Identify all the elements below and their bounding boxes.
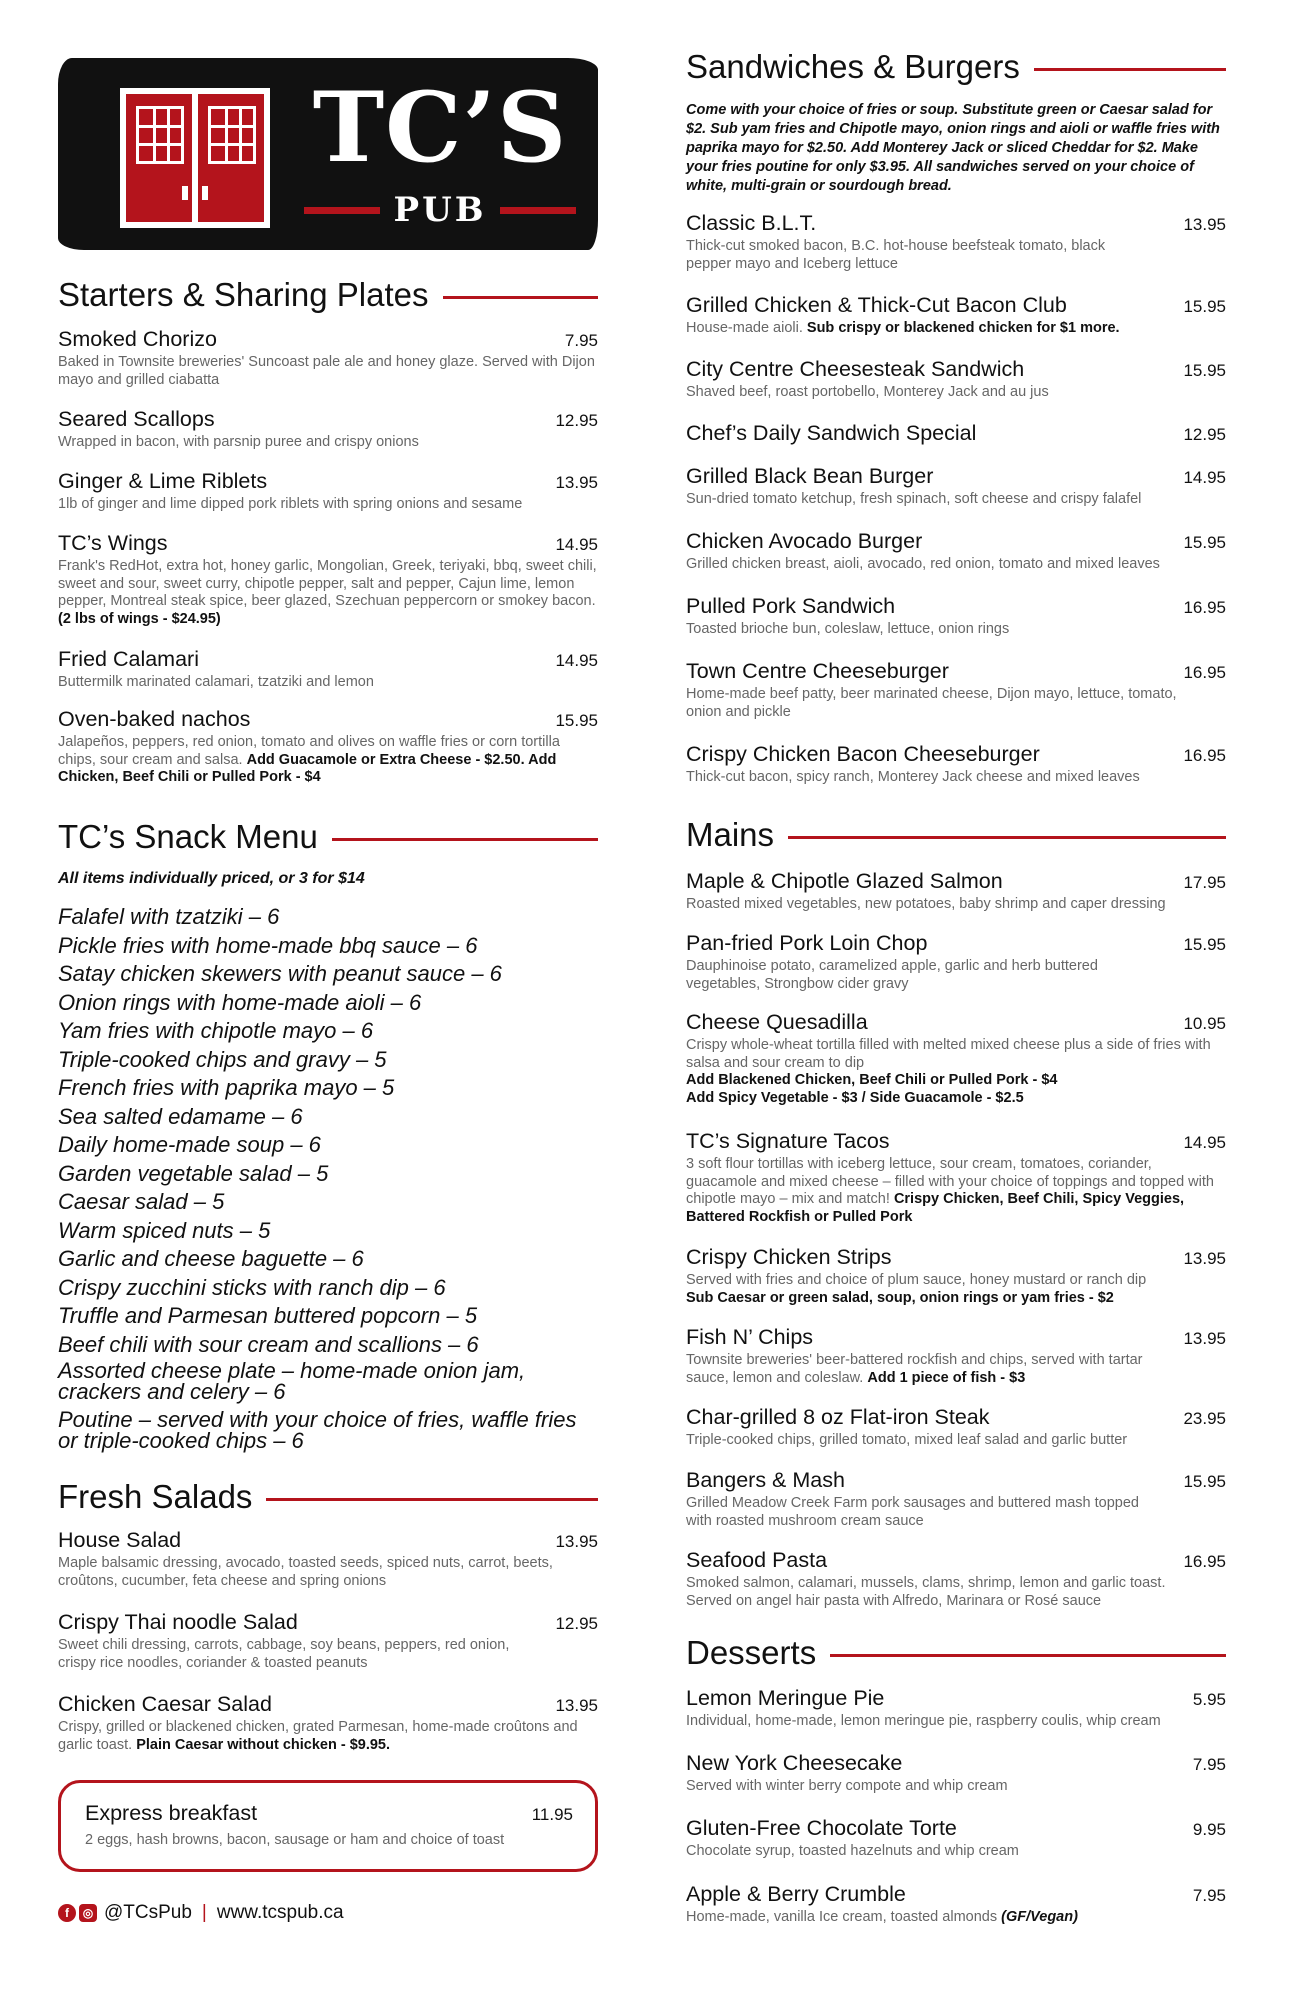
item-desc-text: Frank's RedHot, extra hot, honey garlic, Mongolian, Greek, teriyaki, bbq, sweet chili, sweet and sour, sweet curry, chipotle pepper, salt and pepper, Cajun lime, lemon pepper, Montreal steak spice, beer glazed, Szechuan peppercorn or smokey bacon. bbox=[58, 558, 597, 609]
section-title: Fresh Salads bbox=[58, 1478, 253, 1515]
sandwiches-intro: Come with your choice of fries or soup. Substitute green or Caesar salad for $2. Sub yam fries and Chipotle mayo, onion rings and aioli or waffle fries with paprika mayo for $2.50. Add Monterey Jack or sliced Cheddar for $2. Make your fries poutine for only $3.95. All sandwiches served on your choice of white, multi-grain or sourdough bread. bbox=[686, 102, 1220, 194]
menu-item bbox=[686, 464, 1226, 509]
item-desc: 2 eggs, hash browns, bacon, sausage or ham and choice of toast bbox=[85, 1832, 505, 1848]
item-name: Grilled Chicken & Thick-Cut Bacon Club bbox=[686, 293, 1067, 317]
item-desc bbox=[686, 320, 1226, 338]
item-price: 7.95 bbox=[1192, 1886, 1226, 1905]
item-desc-bold: Plain Caesar without chicken - $9.95. bbox=[136, 1736, 391, 1753]
item-price: 14.95 bbox=[555, 535, 598, 554]
item-desc: Shaved beef, roast portobello, Monterey Jack and au jus bbox=[686, 384, 1049, 400]
item-name: TC’s Wings bbox=[58, 531, 168, 555]
item-desc-text: Townsite breweries' beer-battered rockfish and chips, served with tartar sauce, lemon and coleslaw. bbox=[686, 1352, 1143, 1386]
footer-separator: | bbox=[201, 1902, 207, 1923]
item-price: 13.95 bbox=[1183, 1249, 1226, 1268]
item-desc: Grilled Meadow Creek Farm pork sausages and buttered mash topped with roasted mushroom cream sauce bbox=[686, 1495, 1139, 1529]
tcs-pub-logo bbox=[58, 58, 598, 250]
item-price: 14.95 bbox=[1183, 468, 1226, 487]
item-name: Lemon Meringue Pie bbox=[686, 1686, 885, 1710]
item-price: 13.95 bbox=[555, 1696, 598, 1715]
item-price: 13.95 bbox=[1183, 1329, 1226, 1348]
item-price: 14.95 bbox=[555, 651, 598, 670]
snack-item: Crispy zucchini sticks with ranch dip – 6 bbox=[58, 1274, 446, 1300]
item-price: 7.95 bbox=[1192, 1755, 1226, 1774]
item-price: 15.95 bbox=[1183, 297, 1226, 316]
menu-item bbox=[58, 407, 598, 452]
section-sandwiches bbox=[686, 48, 1226, 86]
item-desc-bold: Sub Caesar or green salad, soup, onion rings or yam fries - $2 bbox=[686, 1289, 1114, 1306]
item-desc-bold: Add Guacamole or Extra Cheese - $2.50. Add Chicken, Beef Chili or Pulled Pork - $4 bbox=[58, 751, 557, 785]
item-desc: Home-made beef patty, beer marinated cheese, Dijon mayo, lettuce, tomato, onion and pickle bbox=[686, 686, 1177, 720]
snack-item: French fries with paprika mayo – 5 bbox=[58, 1075, 395, 1100]
item-desc-bold: Crispy Chicken, Beef Chili, Spicy Veggies, Battered Rockfish or Pulled Pork bbox=[686, 1191, 1185, 1225]
section-title: Starters & Sharing Plates bbox=[58, 276, 429, 313]
item-name: Classic B.L.T. bbox=[686, 211, 817, 235]
snack-item: Assorted cheese plate – home-made onion jam, crackers and celery – 6 bbox=[58, 1358, 526, 1404]
menu-item bbox=[58, 647, 598, 692]
item-name: Chicken Avocado Burger bbox=[686, 529, 923, 553]
menu-item bbox=[686, 529, 1226, 574]
item-desc-bold: (2 lbs of wings - $24.95) bbox=[58, 610, 221, 627]
snack-item: Beef chili with sour cream and scallions – 6 bbox=[58, 1331, 479, 1357]
snack-item: Daily home-made soup – 6 bbox=[58, 1132, 321, 1157]
item-name: Town Centre Cheeseburger bbox=[686, 659, 949, 683]
instagram-icon[interactable]: ◎ bbox=[79, 1904, 97, 1922]
item-desc-bold: Sub crispy or blackened chicken for $1 more. bbox=[806, 320, 1120, 336]
menu-item bbox=[686, 357, 1226, 402]
menu-item bbox=[686, 1751, 1226, 1796]
item-desc bbox=[686, 1272, 1226, 1307]
menu-item bbox=[686, 1882, 1226, 1927]
item-name: Oven-baked nachos bbox=[58, 707, 251, 731]
menu-item bbox=[686, 742, 1226, 787]
item-name: Apple & Berry Crumble bbox=[686, 1882, 906, 1906]
item-desc bbox=[686, 1352, 1226, 1387]
item-name: New York Cheesecake bbox=[686, 1751, 903, 1775]
item-desc: Roasted mixed vegetables, new potatoes, baby shrimp and caper dressing bbox=[686, 896, 1166, 912]
item-desc-tag: (GF/Vegan) bbox=[1001, 1909, 1078, 1925]
item-price: 15.95 bbox=[1183, 1472, 1226, 1491]
menu-item bbox=[58, 531, 598, 628]
item-price: 16.95 bbox=[1183, 663, 1226, 682]
item-name: Seafood Pasta bbox=[686, 1548, 828, 1572]
item-desc-text: Jalapeños, peppers, red onion, tomato and olives on waffle fries or corn tortilla chips, sour cream and salsa. bbox=[58, 734, 560, 768]
item-name: Maple & Chipotle Glazed Salmon bbox=[686, 869, 1003, 893]
snack-item: Truffle and Parmesan buttered popcorn – 5 bbox=[58, 1303, 478, 1328]
item-name: Cheese Quesadilla bbox=[686, 1010, 868, 1034]
item-name: Chicken Caesar Salad bbox=[58, 1692, 272, 1716]
snack-item: Yam fries with chipotle mayo – 6 bbox=[58, 1018, 374, 1043]
snack-item: Poutine – served with your choice of fries, waffle fries or triple-cooked chips – 6 bbox=[58, 1407, 577, 1453]
item-name: Crispy Chicken Bacon Cheeseburger bbox=[686, 742, 1040, 766]
item-name: Grilled Black Bean Burger bbox=[686, 464, 934, 488]
item-name: Pan-fried Pork Loin Chop bbox=[686, 931, 928, 955]
item-name: Crispy Thai noodle Salad bbox=[58, 1610, 298, 1634]
item-price: 12.95 bbox=[555, 1614, 598, 1633]
item-price: 15.95 bbox=[1183, 361, 1226, 380]
menu-item bbox=[686, 1686, 1226, 1731]
item-desc bbox=[686, 1156, 1226, 1226]
menu-item bbox=[686, 1816, 1226, 1861]
item-price: 14.95 bbox=[1183, 1133, 1226, 1152]
snack-subtitle: All items individually priced, or 3 for $14 bbox=[58, 870, 365, 887]
item-price: 12.95 bbox=[1183, 425, 1226, 444]
footer bbox=[58, 1902, 344, 1924]
item-desc-text: House-made aioli. bbox=[686, 320, 803, 336]
item-desc: Dauphinoise potato, caramelized apple, garlic and herb buttered vegetables, Strongbow cider gravy bbox=[686, 958, 1098, 992]
item-desc: Served with winter berry compote and whip cream bbox=[686, 1778, 1008, 1794]
menu-item bbox=[686, 594, 1226, 639]
snack-item: Pickle fries with home-made bbq sauce – 6 bbox=[58, 932, 478, 958]
item-desc: Thick-cut bacon, spicy ranch, Monterey Jack cheese and mixed leaves bbox=[686, 769, 1140, 785]
menu-item bbox=[686, 1325, 1226, 1387]
item-name: Char-grilled 8 oz Flat-iron Steak bbox=[686, 1405, 990, 1429]
section-title: TC’s Snack Menu bbox=[58, 818, 318, 855]
menu-item bbox=[686, 293, 1226, 338]
item-desc: 1lb of ginger and lime dipped pork riblets with spring onions and sesame bbox=[58, 496, 523, 512]
item-price: 12.95 bbox=[555, 411, 598, 430]
section-title: Sandwiches & Burgers bbox=[686, 48, 1020, 85]
item-name: Fish N’ Chips bbox=[686, 1325, 814, 1349]
item-desc: Buttermilk marinated calamari, tzatziki and lemon bbox=[58, 674, 374, 690]
snack-item: Sea salted edamame – 6 bbox=[58, 1103, 303, 1129]
snack-item: Caesar salad – 5 bbox=[58, 1189, 225, 1214]
item-desc bbox=[58, 734, 598, 787]
snack-item: Warm spiced nuts – 5 bbox=[58, 1217, 271, 1243]
item-desc-text: Home-made, vanilla Ice cream, toasted almonds bbox=[686, 1909, 998, 1925]
menu-item bbox=[686, 1548, 1226, 1610]
facebook-icon[interactable]: f bbox=[58, 1904, 76, 1922]
menu-item bbox=[686, 869, 1226, 914]
item-desc: Baked in Townsite breweries' Suncoast pale ale and honey glaze. Served with Dijon mayo and grilled ciabatta bbox=[58, 354, 595, 388]
website-link[interactable]: www.tcspub.ca bbox=[216, 1902, 344, 1923]
item-desc: Triple-cooked chips, grilled tomato, mixed leaf salad and garlic butter bbox=[686, 1432, 1128, 1448]
menu-item bbox=[58, 1692, 598, 1754]
item-price: 16.95 bbox=[1183, 598, 1226, 617]
item-price: 13.95 bbox=[1183, 215, 1226, 234]
menu-item bbox=[58, 327, 598, 389]
menu-item bbox=[58, 1610, 598, 1672]
menu-item bbox=[58, 1528, 598, 1590]
snack-item: Falafel with tzatziki – 6 bbox=[58, 904, 280, 929]
item-desc bbox=[686, 1037, 1226, 1107]
item-price: 7.95 bbox=[564, 331, 598, 350]
logo-brand: TC’S bbox=[312, 71, 568, 184]
snack-item: Triple-cooked chips and gravy – 5 bbox=[58, 1046, 387, 1072]
menu-item bbox=[686, 1010, 1226, 1107]
snack-item: Garden vegetable salad – 5 bbox=[58, 1160, 329, 1186]
item-name: Seared Scallops bbox=[58, 407, 215, 431]
item-name: Fried Calamari bbox=[58, 647, 199, 671]
menu-item bbox=[686, 659, 1226, 721]
item-price: 23.95 bbox=[1183, 1409, 1226, 1428]
snack-item: Garlic and cheese baguette – 6 bbox=[58, 1246, 364, 1271]
item-price: 15.95 bbox=[555, 711, 598, 730]
logo-sub-text: PUB bbox=[393, 190, 487, 230]
item-desc-text: Crispy, grilled or blackened chicken, grated Parmesan, home-made croûtons and garlic toast. bbox=[58, 1719, 578, 1753]
item-name: Ginger & Lime Riblets bbox=[58, 469, 268, 493]
snack-item: Satay chicken skewers with peanut sauce – 6 bbox=[58, 961, 502, 986]
item-name: Chef’s Daily Sandwich Special bbox=[686, 421, 977, 445]
item-desc: Sweet chili dressing, carrots, cabbage, soy beans, peppers, red onion, crispy rice noodles, coriander & toasted peanuts bbox=[58, 1637, 510, 1671]
item-name: Express breakfast bbox=[85, 1801, 258, 1825]
menu-item bbox=[686, 931, 1226, 993]
item-desc: Wrapped in bacon, with parsnip puree and crispy onions bbox=[58, 434, 419, 450]
menu-item bbox=[686, 1468, 1226, 1530]
item-price: 16.95 bbox=[1183, 1552, 1226, 1571]
item-name: Crispy Chicken Strips bbox=[686, 1245, 892, 1269]
menu-item bbox=[58, 707, 598, 787]
section-mains bbox=[686, 816, 1226, 854]
item-desc: Grilled chicken breast, aioli, avocado, red onion, tomato and mixed leaves bbox=[686, 556, 1160, 572]
snack-item: Onion rings with home-made aioli – 6 bbox=[58, 989, 422, 1015]
item-price: 16.95 bbox=[1183, 746, 1226, 765]
item-name: Smoked Chorizo bbox=[58, 327, 217, 351]
snack-list bbox=[58, 904, 598, 1458]
item-desc: Toasted brioche bun, coleslaw, lettuce, onion rings bbox=[686, 621, 1010, 637]
item-price: 17.95 bbox=[1183, 873, 1226, 892]
item-desc-bold: Add Spicy Vegetable - $3 / Side Guacamole - $2.5 bbox=[686, 1089, 1024, 1106]
section-starters bbox=[58, 276, 598, 314]
section-title: Desserts bbox=[686, 1634, 817, 1671]
social-handle[interactable]: @TCsPub bbox=[104, 1902, 192, 1923]
item-desc: Sun-dried tomato ketchup, fresh spinach, soft cheese and crispy falafel bbox=[686, 491, 1142, 507]
menu-item bbox=[686, 1405, 1226, 1450]
section-snack bbox=[58, 818, 598, 856]
item-price: 15.95 bbox=[1183, 533, 1226, 552]
menu-item bbox=[686, 211, 1226, 273]
item-name: City Centre Cheesesteak Sandwich bbox=[686, 357, 1025, 381]
section-salads bbox=[58, 1478, 598, 1516]
item-desc-bold: Add Blackened Chicken, Beef Chili or Pulled Pork - $4 bbox=[686, 1072, 1058, 1088]
menu-item bbox=[686, 421, 1226, 446]
menu-item bbox=[58, 469, 598, 514]
section-title: Mains bbox=[686, 816, 775, 853]
item-desc: Maple balsamic dressing, avocado, toasted seeds, spiced nuts, carrot, beets, croûtons, cucumber, feta cheese and spring onions bbox=[58, 1555, 553, 1589]
menu-item bbox=[686, 1129, 1226, 1226]
item-desc: Thick-cut smoked bacon, B.C. hot-house beefsteak tomato, black pepper mayo and Iceberg lettuce bbox=[686, 238, 1106, 272]
item-desc-text: Served with fries and choice of plum sauce, honey mustard or ranch dip bbox=[686, 1272, 1147, 1288]
item-name: Gluten-Free Chocolate Torte bbox=[686, 1816, 957, 1840]
doors-icon bbox=[120, 88, 270, 228]
express-breakfast-box bbox=[58, 1780, 598, 1872]
item-desc: Chocolate syrup, toasted hazelnuts and whip cream bbox=[686, 1843, 1019, 1859]
menu-item bbox=[85, 1801, 573, 1850]
item-desc bbox=[58, 558, 598, 628]
item-name: TC’s Signature Tacos bbox=[686, 1129, 890, 1153]
item-desc bbox=[58, 1719, 598, 1754]
item-desc-text: 3 soft flour tortillas with iceberg lettuce, sour cream, tomatoes, coriander, guacamole and mixed cheese – filled with your choice of toppings and topped with chipotle mayo – mix and match! bbox=[686, 1156, 1214, 1207]
item-price: 10.95 bbox=[1183, 1014, 1226, 1033]
item-desc-text: Crispy whole-wheat tortilla filled with melted mixed cheese plus a side of fries with salsa and sour cream to dip bbox=[686, 1037, 1211, 1071]
logo-sub bbox=[304, 190, 576, 230]
item-price: 13.95 bbox=[555, 473, 598, 492]
item-desc-bold: Add 1 piece of fish - $3 bbox=[867, 1369, 1026, 1386]
item-price: 15.95 bbox=[1183, 935, 1226, 954]
item-desc: Smoked salmon, calamari, mussels, clams, shrimp, lemon and garlic toast. Served on angel hair pasta with Alfredo, Marinara or Rosé sauce bbox=[686, 1575, 1166, 1609]
item-desc: Individual, home-made, lemon meringue pie, raspberry coulis, whip cream bbox=[686, 1713, 1161, 1729]
item-desc bbox=[686, 1909, 1226, 1927]
section-desserts bbox=[686, 1634, 1226, 1672]
item-name: Bangers & Mash bbox=[686, 1468, 845, 1492]
menu-item bbox=[686, 1245, 1226, 1307]
item-name: Pulled Pork Sandwich bbox=[686, 594, 896, 618]
item-price: 11.95 bbox=[531, 1805, 573, 1824]
item-price: 5.95 bbox=[1192, 1690, 1226, 1709]
item-name: House Salad bbox=[58, 1528, 182, 1552]
item-price: 9.95 bbox=[1192, 1820, 1226, 1839]
item-price: 13.95 bbox=[555, 1532, 598, 1551]
